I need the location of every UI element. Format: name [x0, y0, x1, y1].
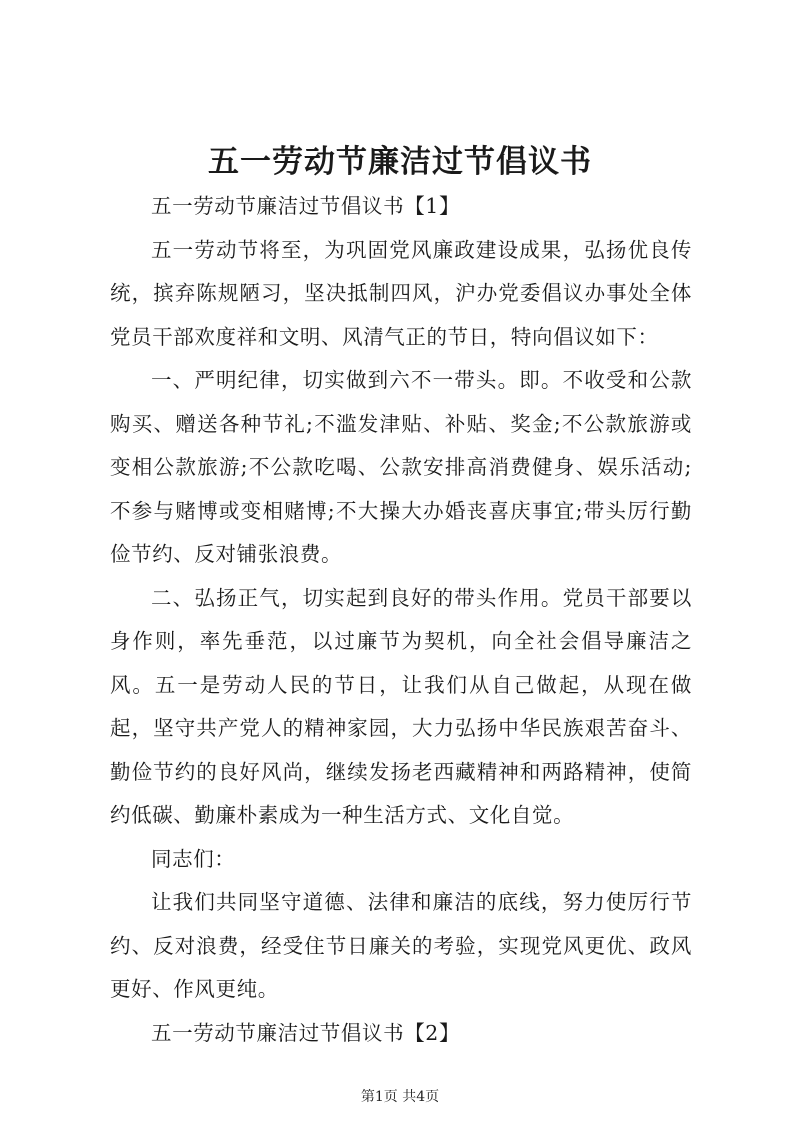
intro-paragraph: 五一劳动节将至，为巩固党风廉政建设成果，弘扬优良传统，摈弃陈规陋习，坚决抵制四风，沪办党委倡议办事处全体党员干部欢度祥和文明、风清气正的节日，特向倡议如下： [110, 237, 692, 349]
salutation: 同志们： [151, 846, 236, 871]
closing-paragraph: 让我们共同坚守道德、法律和廉洁的底线，努力使厉行节约、反对浪费，经受住节日廉关的考验，实现党风更优、政风更好、作风更纯。 [110, 890, 692, 1001]
point-two-paragraph: 二、弘扬正气，切实起到良好的带头作用。党员干部要以身作则，率先垂范，以过廉节为契机，向全社会倡导廉洁之风。五一是劳动人民的节日，让我们从自己做起，从现在做起，坚守共产党人的精神家园，大力弘扬中华民族艰苦奋斗、勤俭节约的良好风尚，继续发扬老西藏精神和两路精神，使简约低碳、勤廉朴素成为一种生活方式、文化自觉。 [110, 585, 692, 827]
point-one-paragraph: 一、严明纪律，切实做到六不一带头。即。不收受和公款购买、赠送各种节礼;不滥发津贴、补贴、奖金;不公款旅游或变相公款旅游;不公款吃喝、公款安排高消费健身、娱乐活动;不参与赌博或变相赌博;不大操大办婚丧喜庆事宜;带头厉行勤俭节约、反对铺张浪费。 [110, 368, 692, 566]
document-title: 五一劳动节廉洁过节倡议书 [208, 144, 592, 180]
document-body [110, 185, 692, 1055]
section-heading-1: 五一劳动节廉洁过节倡议书【1】 [151, 194, 461, 218]
section-heading-2: 五一劳动节廉洁过节倡议书【2】 [151, 1020, 461, 1045]
page-number-footer: 第1页 共4页 [360, 1089, 440, 1105]
